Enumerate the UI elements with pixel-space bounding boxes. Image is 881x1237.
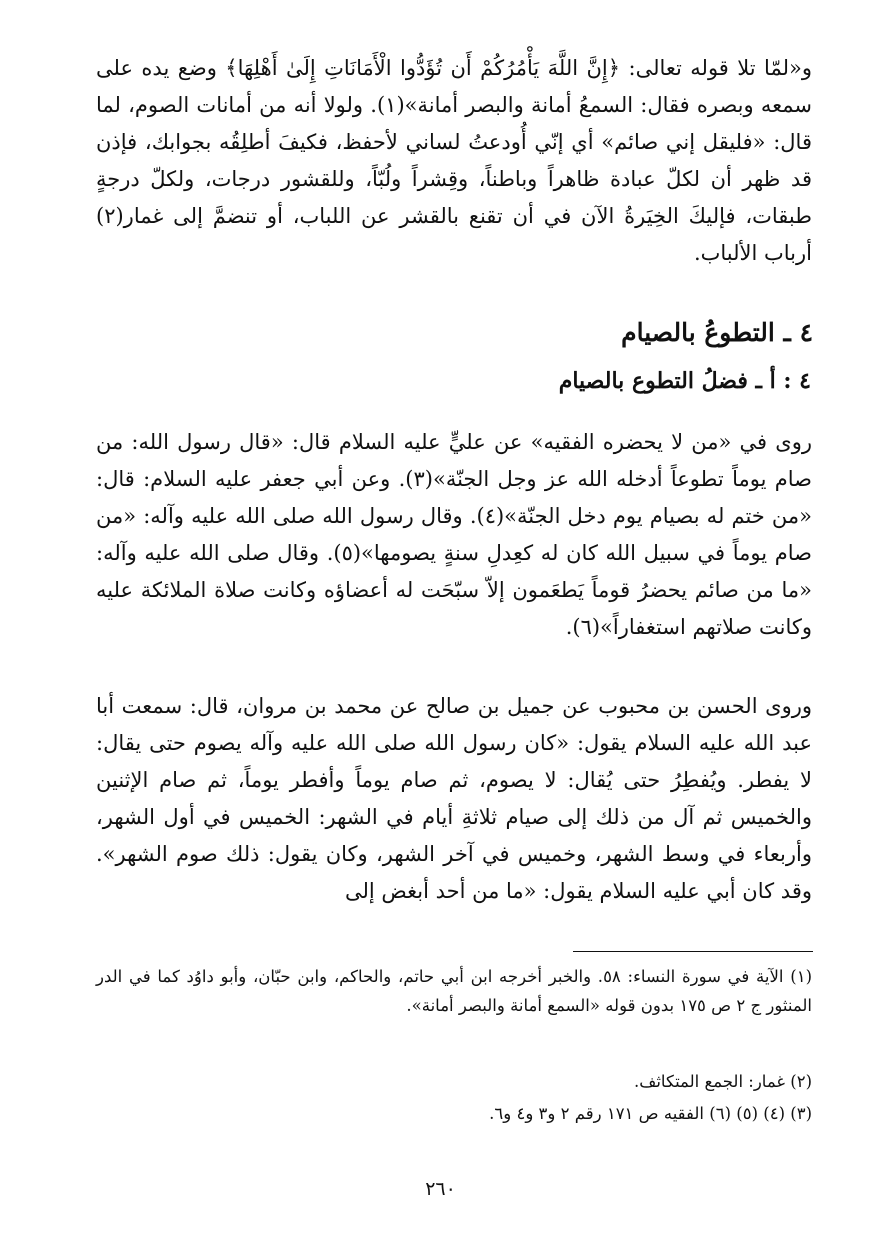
body-paragraph-3: وروى الحسن بن محبوب عن جميل بن صالح عن محمد بن مروان، قال: سمعت أبا عبد الله عليه السلام يقول: «كان رسول الله صلى الله عليه وآله يصوم حتى يقال: لا يفطر. ويُفطِرُ حتى يُقال: لا يصوم، ثم صام يوماً وأفطر يوماً، ثم صام الإثنين والخميس ثم آل من ذلك إلى صيام ثلاثةِ أيام في الشهر: الخميس في أول الشهر، وأربعاء في وسط الشهر، وخميس في آخر الشهر، وكان يقول: ذلك صوم الشهر». وقد كان أبي عليه السلام يقول: «ما من أحد أبغض إلى [96, 694, 812, 903]
subsection-heading: ٤ : أ ـ فضلُ التطوع بالصيام [558, 368, 811, 394]
footnote-1: (١) الآية في سورة النساء: ٥٨. والخبر أخرجه ابن أبي حاتم، والحاكم، وابن حبّان، وأبو داوُد كما في الدر المنثور ج ٢ ص ١٧٥ بدون قوله «السمع أمانة والبصر أمانة». [96, 967, 812, 1015]
footnote-divider [573, 951, 813, 952]
footnote-3: (٣) (٤) (٥) (٦) الفقيه ص ١٧١ رقم ٢ و٣ و٤ و٦. [489, 1104, 812, 1123]
body-paragraph-2: روى في «من لا يحضره الفقيه» عن عليٍّ عليه السلام قال: «قال رسول الله: من صام يوماً تطوعاً أدخله الله عز وجل الجنّة»(٣). وعن أبي جعفر عليه السلام: قال: «من ختم له بصيام يوم دخل الجنّة»(٤). وقال رسول الله صلى الله عليه وآله: «من صام يوماً في سبيل الله كان له كعِدلِ سنةٍ يصومها»(٥). وقال صلى الله عليه وآله: «ما من صائم يحضرُ قوماً يَطعَمون إلاّ سبّحَت له أعضاؤه وكانت صلاة الملائكة عليه وكانت صلاتهم استغفاراً»(٦). [96, 430, 812, 639]
section-heading: ٤ ـ التطوعُ بالصيام [621, 318, 813, 347]
footnote-2: (٢) غمار: الجمع المتكاثف. [634, 1072, 812, 1091]
body-paragraph-1: و«لمّا تلا قوله تعالى: ﴿إِنَّ اللَّهَ يَأْمُرُكُمْ أَن تُؤَدُّوا الْأَمَانَاتِ إِلَىٰ أَهْلِهَا﴾ وضع يده على سمعه وبصره فقال: السمعُ أمانة والبصر أمانة»(١). ولولا أنه من أمانات الصوم، لما قال: «فليقل إني صائم» أي إنّي أُودعتُ لساني لأحفظ، فكيفَ أطلِقُه بجوابك، فإذن قد ظهر أن لكلّ عبادة ظاهراً وباطناً، وقِشراً ولُبّاً، وللقشور درجات، ولكلّ درجةٍ طبقات، فإليكَ الخِيَرةُ الآن في أن تقنع بالقشر عن اللباب، أو تنضمَّ إلى غمار(٢) أرباب الألباب. [96, 56, 812, 265]
page-number: ٢٦٠ [425, 1178, 456, 1200]
